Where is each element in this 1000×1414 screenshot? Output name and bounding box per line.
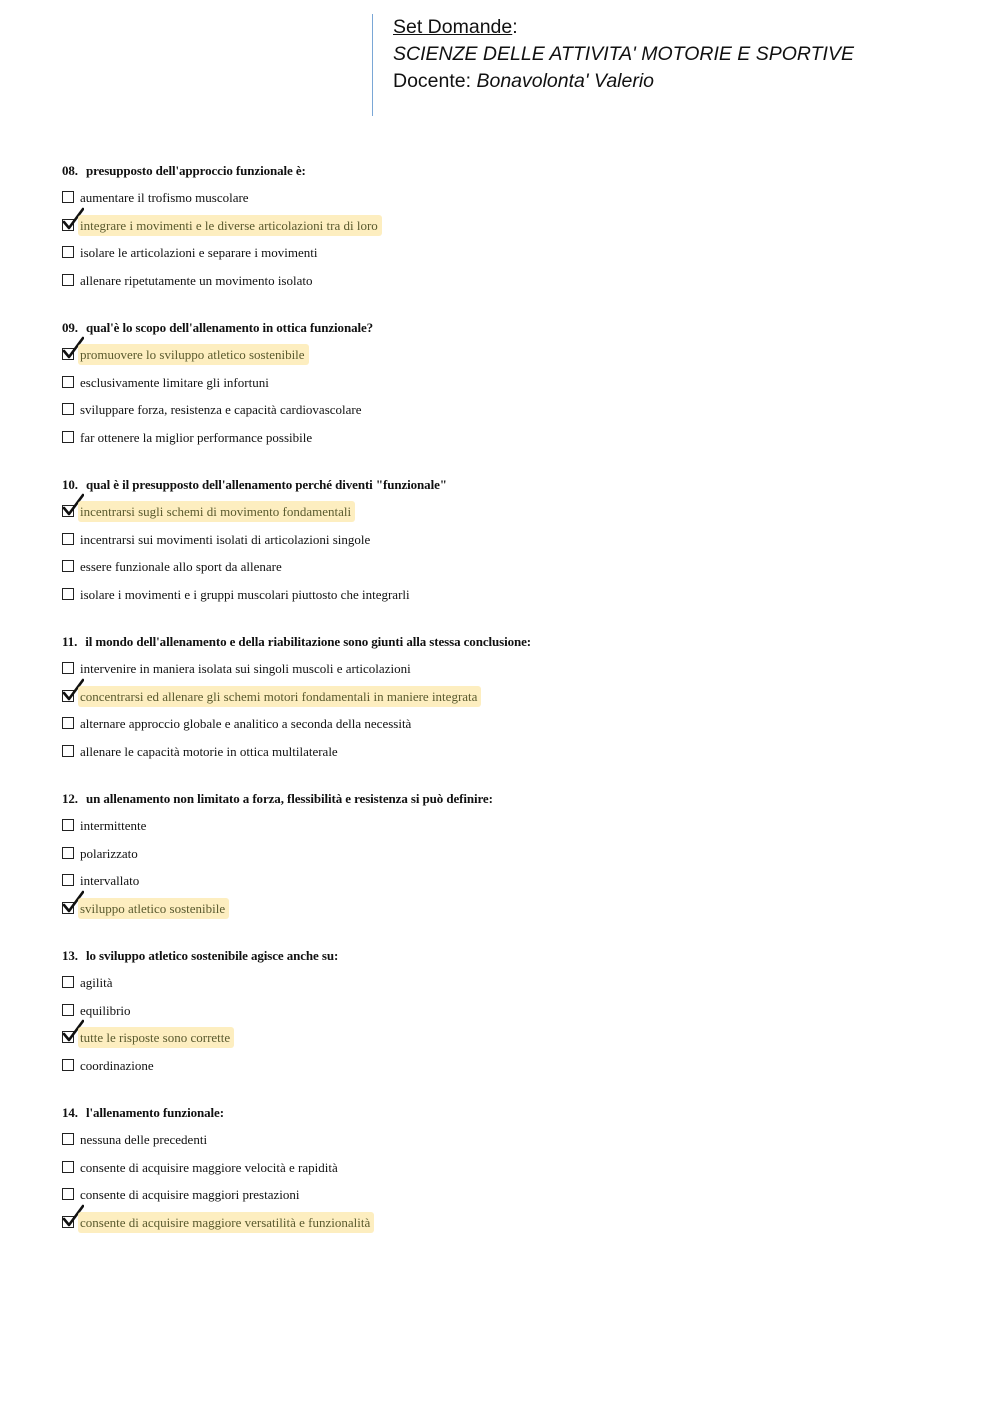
checkbox[interactable] xyxy=(62,246,74,258)
checkbox[interactable] xyxy=(62,431,74,443)
question-text: qual'è lo scopo dell'allenamento in ottica funzionale? xyxy=(85,320,374,335)
answer-text: consente di acquisire maggiore velocità e rapidità xyxy=(80,1159,338,1175)
answer-option[interactable] xyxy=(62,867,962,895)
set-colon: : xyxy=(512,16,518,38)
question-block xyxy=(62,472,962,608)
question-number: 11. xyxy=(62,634,78,649)
answer-text: far ottenere la miglior performance possibile xyxy=(80,429,313,445)
correct-answer-text: incentrarsi sugli schemi di movimento fondamentali xyxy=(78,501,355,522)
answer-option[interactable] xyxy=(62,1209,962,1237)
answer-text: agilità xyxy=(80,975,113,990)
question-block xyxy=(62,158,962,294)
answer-text: polarizzato xyxy=(80,845,138,861)
answer-option[interactable] xyxy=(62,424,962,452)
question-text: l'allenamento funzionale: xyxy=(85,1105,224,1120)
question-block xyxy=(62,315,962,451)
question-block xyxy=(62,1100,962,1236)
answer-text: isolare le articolazioni e separare i movimenti xyxy=(80,245,318,260)
checkbox[interactable] xyxy=(62,976,74,988)
correct-answer-text: promuovere lo sviluppo atletico sostenibile xyxy=(78,344,309,365)
question-title xyxy=(62,943,962,969)
set-label: Set Domande xyxy=(393,16,513,38)
checkbox[interactable] xyxy=(62,847,74,859)
answer-option[interactable] xyxy=(62,498,962,526)
answer-option[interactable] xyxy=(62,969,962,997)
answer-option[interactable] xyxy=(62,655,962,683)
checkbox[interactable] xyxy=(62,376,74,388)
answer-option[interactable] xyxy=(62,710,962,738)
answer-option[interactable] xyxy=(62,267,962,295)
checkbox[interactable] xyxy=(62,560,74,572)
question-list xyxy=(62,158,962,1257)
checkbox[interactable] xyxy=(62,745,74,757)
answer-option[interactable] xyxy=(62,812,962,840)
question-text: lo sviluppo atletico sostenibile agisce anche su: xyxy=(85,948,339,963)
answer-option[interactable] xyxy=(62,581,962,609)
answer-option[interactable] xyxy=(62,341,962,369)
answer-text: allenare ripetutamente un movimento isolato xyxy=(80,272,313,288)
checkbox[interactable] xyxy=(62,1004,74,1016)
answer-option[interactable] xyxy=(62,526,962,554)
answer-option[interactable] xyxy=(62,239,962,267)
question-number: 08. xyxy=(62,163,78,178)
document-header xyxy=(372,14,854,116)
answer-text: coordinazione xyxy=(80,1057,154,1073)
question-number: 12. xyxy=(62,791,78,806)
correct-answer-text: consente di acquisire maggiore versatilità e funzionalità xyxy=(78,1212,374,1233)
answer-option[interactable] xyxy=(62,840,962,868)
answer-text: aumentare il trofismo muscolare xyxy=(80,190,249,205)
answer-option[interactable] xyxy=(62,1126,962,1154)
course-name: SCIENZE DELLE ATTIVITA' MOTORIE E SPORTIVE xyxy=(393,43,854,65)
checkbox[interactable] xyxy=(62,819,74,831)
question-text: presupposto dell'approccio funzionale è: xyxy=(85,163,306,178)
answer-text: allenare le capacità motorie in ottica multilaterale xyxy=(80,743,338,759)
checkbox[interactable] xyxy=(62,533,74,545)
question-title xyxy=(62,158,962,184)
answer-option[interactable] xyxy=(62,553,962,581)
answer-text: isolare i movimenti e i gruppi muscolari piuttosto che integrarli xyxy=(80,586,410,602)
teacher-label: Docente: xyxy=(393,70,477,92)
question-title xyxy=(62,786,962,812)
checkbox[interactable] xyxy=(62,1059,74,1071)
answer-option[interactable] xyxy=(62,738,962,766)
answer-text: equilibrio xyxy=(80,1002,131,1018)
answer-text: esclusivamente limitare gli infortuni xyxy=(80,374,269,390)
question-text: qual è il presupposto dell'allenamento perché diventi "funzionale" xyxy=(85,477,447,492)
answer-text: nessuna delle precedenti xyxy=(80,1132,208,1147)
question-block xyxy=(62,786,962,922)
teacher-line xyxy=(393,68,854,95)
answer-text: intervenire in maniera isolata sui singoli muscoli e articolazioni xyxy=(80,661,411,676)
question-text: un allenamento non limitato a forza, flessibilità e resistenza si può definire: xyxy=(85,791,493,806)
checkbox[interactable] xyxy=(62,403,74,415)
answer-option[interactable] xyxy=(62,1154,962,1182)
answer-text: sviluppare forza, resistenza e capacità cardiovascolare xyxy=(80,402,362,417)
teacher-name: Bonavolonta' Valerio xyxy=(476,70,655,92)
answer-text: alternare approccio globale e analitico a seconda della necessità xyxy=(80,716,412,731)
question-title xyxy=(62,1100,962,1126)
answer-text: intermittente xyxy=(80,818,147,833)
question-number: 10. xyxy=(62,477,78,492)
answer-option[interactable] xyxy=(62,1181,962,1209)
answer-option[interactable] xyxy=(62,997,962,1025)
answer-option[interactable] xyxy=(62,212,962,240)
answer-text: intervallato xyxy=(80,873,140,888)
checkbox[interactable] xyxy=(62,1133,74,1145)
question-title xyxy=(62,472,962,498)
question-number: 14. xyxy=(62,1105,78,1120)
answer-text: consente di acquisire maggiori prestazioni xyxy=(80,1187,300,1202)
checkbox[interactable] xyxy=(62,1188,74,1200)
checkbox[interactable] xyxy=(62,874,74,886)
correct-answer-text: sviluppo atletico sostenibile xyxy=(78,898,229,919)
checkbox[interactable] xyxy=(62,588,74,600)
answer-option[interactable] xyxy=(62,1024,962,1052)
answer-option[interactable] xyxy=(62,369,962,397)
question-block xyxy=(62,943,962,1079)
checkbox[interactable] xyxy=(62,1161,74,1173)
question-title xyxy=(62,315,962,341)
question-block xyxy=(62,629,962,765)
answer-option[interactable] xyxy=(62,895,962,923)
answer-option[interactable] xyxy=(62,1052,962,1080)
answer-option[interactable] xyxy=(62,184,962,212)
set-title-line xyxy=(393,14,854,41)
checkbox[interactable] xyxy=(62,274,74,286)
question-number: 13. xyxy=(62,948,78,963)
checkbox[interactable] xyxy=(62,662,74,674)
question-title xyxy=(62,629,962,655)
answer-option[interactable] xyxy=(62,683,962,711)
answer-text: incentrarsi sui movimenti isolati di articolazioni singole xyxy=(80,531,371,547)
checkbox[interactable] xyxy=(62,191,74,203)
answer-option[interactable] xyxy=(62,396,962,424)
checkbox[interactable] xyxy=(62,717,74,729)
answer-text: essere funzionale allo sport da allenare xyxy=(80,559,282,574)
question-text: il mondo dell'allenamento e della riabilitazione sono giunti alla stessa conclusione: xyxy=(85,634,532,649)
correct-answer-text: tutte le risposte sono corrette xyxy=(78,1027,234,1048)
question-number: 09. xyxy=(62,320,78,335)
correct-answer-text: concentrarsi ed allenare gli schemi motori fondamentali in maniere integrata xyxy=(78,686,481,707)
correct-answer-text: integrare i movimenti e le diverse articolazioni tra di loro xyxy=(78,215,382,236)
